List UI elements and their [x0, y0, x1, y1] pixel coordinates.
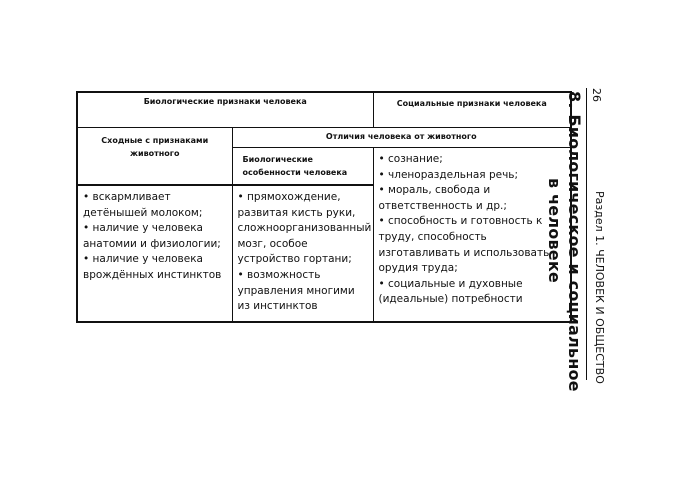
- section-title-line-1: 8. Биологическое и социальное: [565, 91, 584, 392]
- list-item: • социальные и духовные (идеальные) потребности: [379, 277, 565, 308]
- bio-features-list: [233, 186, 373, 321]
- list-item: • прямохождение, развитая кисть руки, сложноорганизованный мозг, особое устройство гортани;: [238, 190, 367, 268]
- social-cell: [373, 148, 571, 322]
- list-item: • наличие у человека врождённых инстинктов: [83, 252, 226, 283]
- bio-features-cell: [232, 185, 373, 322]
- page-number: 26: [590, 88, 603, 102]
- list-item: • мораль, свобода и ответственность и др.;: [379, 183, 565, 214]
- header-rule: [586, 88, 587, 380]
- header-differences: Отличия человека от животного: [232, 128, 571, 148]
- running-head: Раздел 1. ЧЕЛОВЕК И ОБЩЕСТВО: [593, 191, 606, 384]
- list-item: • вскармливает детёнышей молоком;: [83, 190, 226, 221]
- header-biological: Биологические признаки человека: [77, 92, 373, 128]
- comparison-table: [76, 91, 572, 323]
- similar-list: [78, 186, 232, 290]
- header-social: Социальные признаки человека: [373, 92, 571, 128]
- similar-cell: [77, 185, 232, 322]
- list-item: • сознание;: [379, 152, 565, 168]
- header-similar: Сходные с признаками животного: [77, 128, 232, 186]
- social-list: [374, 148, 571, 314]
- table-header-row-2: [77, 128, 571, 148]
- header-bio-features: Биологические особенности человека: [232, 148, 373, 186]
- section-title-line-2: в человеке: [545, 178, 564, 283]
- table-header-row-1: [77, 92, 571, 128]
- list-item: • способность и готовность к труду, способность изготавливать и использовать орудия труда;: [379, 214, 565, 276]
- list-item: • наличие у человека анатомии и физиологии;: [83, 221, 226, 252]
- list-item: • членораздельная речь;: [379, 168, 565, 184]
- list-item: • возможность управления многими из инстинктов: [238, 268, 367, 315]
